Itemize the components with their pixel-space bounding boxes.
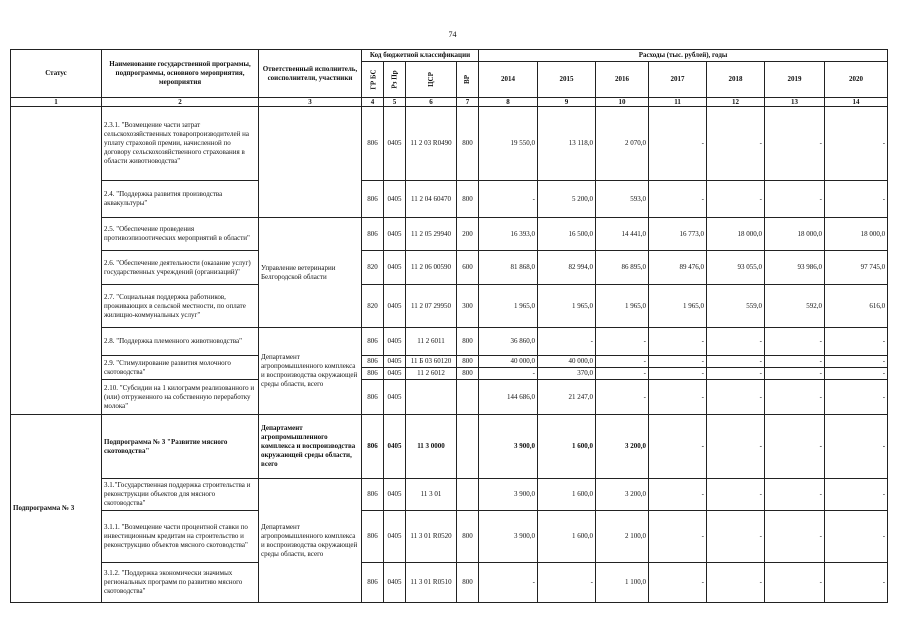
cell-value: - bbox=[649, 415, 707, 479]
cell-csr: 11 2 04 60470 bbox=[406, 181, 457, 218]
cell-csr: 11 2 06 00590 bbox=[406, 251, 457, 285]
cell-value: 40 000,0 bbox=[538, 356, 596, 368]
cell-value: 16 500,0 bbox=[538, 218, 596, 251]
column-number: 14 bbox=[825, 98, 888, 107]
table-row bbox=[11, 380, 888, 415]
cell-value: - bbox=[765, 511, 825, 563]
cell-value: - bbox=[825, 380, 888, 415]
table-row bbox=[11, 285, 888, 328]
cell-value: - bbox=[649, 356, 707, 368]
cell-value: 2 100,0 bbox=[596, 511, 649, 563]
cell-grbs: 806 bbox=[362, 563, 384, 603]
cell-rzpr: 0405 bbox=[384, 415, 406, 479]
cell-rzpr: 0405 bbox=[384, 251, 406, 285]
header-status: Статус bbox=[11, 50, 102, 98]
header-name: Наименование государственной программы, подпрограммы, основного мероприятия, мероприятия bbox=[102, 50, 259, 98]
cell-grbs: 806 bbox=[362, 511, 384, 563]
cell-value: 1 965,0 bbox=[649, 285, 707, 328]
row-name: 2.4. "Поддержка развития производства аквакультуры" bbox=[102, 181, 259, 218]
status-subprogram: Подпрограмма № 3 bbox=[11, 415, 102, 603]
cell-value: 18 000,0 bbox=[765, 218, 825, 251]
column-number: 7 bbox=[457, 98, 479, 107]
status-cell-empty bbox=[11, 107, 102, 415]
cell-rzpr: 0405 bbox=[384, 181, 406, 218]
header-year: 2016 bbox=[596, 62, 649, 98]
row-name: 3.1."Государственная поддержка строительства и реконструкции объектов для мясного скотоводства" bbox=[102, 479, 259, 511]
cell-rzpr: 0405 bbox=[384, 218, 406, 251]
cell-value: - bbox=[765, 356, 825, 368]
cell-rzpr: 0405 bbox=[384, 328, 406, 356]
cell-value: - bbox=[765, 181, 825, 218]
table-row bbox=[11, 356, 888, 368]
cell-value: 1 100,0 bbox=[596, 563, 649, 603]
cell-value: - bbox=[707, 328, 765, 356]
cell-grbs: 806 bbox=[362, 328, 384, 356]
cell-vr: 800 bbox=[457, 356, 479, 368]
cell-value: 3 900,0 bbox=[479, 511, 538, 563]
row-name: 2.5. "Обеспечение проведения противоэпизоотических мероприятий в области" bbox=[102, 218, 259, 251]
cell-value: - bbox=[479, 181, 538, 218]
cell-csr: 11 2 03 R0490 bbox=[406, 107, 457, 181]
cell-grbs: 820 bbox=[362, 285, 384, 328]
cell-value: - bbox=[649, 511, 707, 563]
table-row bbox=[11, 511, 888, 563]
cell-value: - bbox=[825, 356, 888, 368]
cell-value: 5 200,0 bbox=[538, 181, 596, 218]
cell-value: - bbox=[765, 380, 825, 415]
cell-value: 3 200,0 bbox=[596, 415, 649, 479]
header-rzpr: Рз Пр bbox=[384, 62, 406, 98]
cell-value: 370,0 bbox=[538, 368, 596, 380]
cell-value: - bbox=[825, 479, 888, 511]
cell-value: 19 550,0 bbox=[479, 107, 538, 181]
row-name: 2.10. "Субсидии на 1 килограмм реализованного и (или) отгруженного на собственную переработку молока" bbox=[102, 380, 259, 415]
column-numbers-row bbox=[11, 98, 888, 107]
cell-value: - bbox=[479, 563, 538, 603]
header-vr: ВР bbox=[457, 62, 479, 98]
cell-value: - bbox=[596, 380, 649, 415]
cell-value: 559,0 bbox=[707, 285, 765, 328]
cell-vr bbox=[457, 479, 479, 511]
cell-value: 3 900,0 bbox=[479, 479, 538, 511]
cell-csr: 11 3 01 bbox=[406, 479, 457, 511]
cell-value: - bbox=[825, 328, 888, 356]
table-row bbox=[11, 218, 888, 251]
cell-grbs: 806 bbox=[362, 380, 384, 415]
column-number: 1 bbox=[11, 98, 102, 107]
cell-value: 89 476,0 bbox=[649, 251, 707, 285]
header-expenses-group: Расходы (тыс. рублей), годы bbox=[479, 50, 888, 62]
cell-value: - bbox=[825, 511, 888, 563]
cell-value: - bbox=[765, 107, 825, 181]
cell-value: 616,0 bbox=[825, 285, 888, 328]
page-number: 74 bbox=[448, 30, 457, 39]
cell-grbs: 806 bbox=[362, 107, 384, 181]
cell-value: - bbox=[825, 368, 888, 380]
cell-vr: 800 bbox=[457, 511, 479, 563]
cell-vr bbox=[457, 380, 479, 415]
cell-value: - bbox=[765, 563, 825, 603]
cell-value: - bbox=[649, 563, 707, 603]
cell-rzpr: 0405 bbox=[384, 511, 406, 563]
cell-vr: 800 bbox=[457, 107, 479, 181]
header-csr: ЦСР bbox=[406, 62, 457, 98]
cell-csr: 11 2 6012 bbox=[406, 368, 457, 380]
cell-value: - bbox=[707, 356, 765, 368]
cell-value: 2 070,0 bbox=[596, 107, 649, 181]
cell-value: 1 965,0 bbox=[596, 285, 649, 328]
cell-value: 18 000,0 bbox=[825, 218, 888, 251]
column-number: 2 bbox=[102, 98, 259, 107]
cell-value: - bbox=[707, 181, 765, 218]
cell-value: 93 055,0 bbox=[707, 251, 765, 285]
row-name: 2.9. "Стимулирование развития молочного скотоводства" bbox=[102, 356, 259, 380]
cell-value: - bbox=[765, 479, 825, 511]
cell-csr: 11 Б 03 60120 bbox=[406, 356, 457, 368]
column-number: 12 bbox=[707, 98, 765, 107]
budget-table bbox=[10, 49, 888, 603]
cell-value: 1 600,0 bbox=[538, 415, 596, 479]
cell-value: - bbox=[479, 368, 538, 380]
cell-rzpr: 0405 bbox=[384, 285, 406, 328]
cell-value: - bbox=[825, 563, 888, 603]
cell-rzpr: 0405 bbox=[384, 107, 406, 181]
header-year: 2018 bbox=[707, 62, 765, 98]
cell-value: - bbox=[707, 511, 765, 563]
cell-value: 593,0 bbox=[596, 181, 649, 218]
cell-grbs: 806 bbox=[362, 368, 384, 380]
cell-value: - bbox=[596, 368, 649, 380]
cell-value: - bbox=[649, 181, 707, 218]
header-responsible: Ответственный исполнитель, соисполнители, участники bbox=[259, 50, 362, 98]
cell-value: 1 965,0 bbox=[538, 285, 596, 328]
table-row bbox=[11, 181, 888, 218]
header-year: 2015 bbox=[538, 62, 596, 98]
cell-value: 13 118,0 bbox=[538, 107, 596, 181]
cell-csr: 11 2 6011 bbox=[406, 328, 457, 356]
cell-value: 3 900,0 bbox=[479, 415, 538, 479]
cell-value: - bbox=[649, 328, 707, 356]
cell-value: 21 247,0 bbox=[538, 380, 596, 415]
cell-value: - bbox=[825, 415, 888, 479]
cell-value: - bbox=[765, 368, 825, 380]
header-grbs: ГР БС bbox=[362, 62, 384, 98]
cell-value: 16 773,0 bbox=[649, 218, 707, 251]
cell-value: - bbox=[707, 563, 765, 603]
row-name: 2.8. "Поддержка племенного животноводства" bbox=[102, 328, 259, 356]
cell-value: 16 393,0 bbox=[479, 218, 538, 251]
cell-value: - bbox=[765, 415, 825, 479]
column-number: 6 bbox=[406, 98, 457, 107]
cell-value: - bbox=[649, 368, 707, 380]
header-year: 2017 bbox=[649, 62, 707, 98]
column-number: 13 bbox=[765, 98, 825, 107]
table-row bbox=[11, 107, 888, 181]
responsible-dept: Департамент агропромышленного комплекса и воспроизводства окружающей среды области, всего bbox=[259, 328, 362, 415]
cell-value: 97 745,0 bbox=[825, 251, 888, 285]
cell-vr bbox=[457, 415, 479, 479]
cell-vr: 800 bbox=[457, 328, 479, 356]
cell-vr: 800 bbox=[457, 181, 479, 218]
cell-rzpr: 0405 bbox=[384, 380, 406, 415]
cell-value: - bbox=[707, 107, 765, 181]
cell-value: 40 000,0 bbox=[479, 356, 538, 368]
cell-vr: 600 bbox=[457, 251, 479, 285]
row-name: 2.6. "Обеспечение деятельности (оказание услуг) государственных учреждений (организаций)" bbox=[102, 251, 259, 285]
cell-grbs: 806 bbox=[362, 218, 384, 251]
cell-csr: 11 2 05 29940 bbox=[406, 218, 457, 251]
cell-value: - bbox=[596, 356, 649, 368]
cell-value: - bbox=[707, 415, 765, 479]
cell-value: 82 994,0 bbox=[538, 251, 596, 285]
cell-value: - bbox=[825, 107, 888, 181]
row-name: 2.3.1. "Возмещение части затрат сельскохозяйственных товаропроизводителей на уплату страховой премии, начисленной по договору сельскохозяйственного страхования в области животноводства" bbox=[102, 107, 259, 181]
cell-value: 1 965,0 bbox=[479, 285, 538, 328]
cell-value: - bbox=[538, 328, 596, 356]
responsible-subprogram: Департамент агропромышленного комплекса и воспроизводства окружающей среды области, всего bbox=[259, 415, 362, 479]
cell-grbs: 806 bbox=[362, 415, 384, 479]
cell-value: 93 986,0 bbox=[765, 251, 825, 285]
cell-csr bbox=[406, 380, 457, 415]
cell-value: 3 200,0 bbox=[596, 479, 649, 511]
subprogram-row bbox=[11, 415, 888, 479]
cell-value: - bbox=[596, 328, 649, 356]
table-row bbox=[11, 251, 888, 285]
column-number: 8 bbox=[479, 98, 538, 107]
column-number: 9 bbox=[538, 98, 596, 107]
cell-value: 592,0 bbox=[765, 285, 825, 328]
cell-value: 36 860,0 bbox=[479, 328, 538, 356]
cell-value: 1 600,0 bbox=[538, 511, 596, 563]
cell-rzpr: 0405 bbox=[384, 479, 406, 511]
cell-grbs: 806 bbox=[362, 181, 384, 218]
cell-vr: 300 bbox=[457, 285, 479, 328]
column-number: 11 bbox=[649, 98, 707, 107]
header-year: 2020 bbox=[825, 62, 888, 98]
cell-csr: 11 3 0000 bbox=[406, 415, 457, 479]
cell-value: - bbox=[707, 380, 765, 415]
cell-csr: 11 3 01 R0510 bbox=[406, 563, 457, 603]
cell-value: - bbox=[707, 479, 765, 511]
cell-grbs: 806 bbox=[362, 356, 384, 368]
column-number: 3 bbox=[259, 98, 362, 107]
cell-value: - bbox=[538, 563, 596, 603]
cell-grbs: 806 bbox=[362, 479, 384, 511]
responsible-vet: Управление ветеринарии Белгородской области bbox=[259, 218, 362, 328]
column-number: 5 bbox=[384, 98, 406, 107]
cell-value: 81 868,0 bbox=[479, 251, 538, 285]
cell-rzpr: 0405 bbox=[384, 368, 406, 380]
header-year: 2014 bbox=[479, 62, 538, 98]
responsible-dept-2: Департамент агропромышленного комплекса и воспроизводства окружающей среды области, всего bbox=[259, 479, 362, 603]
header-code-group: Код бюджетной классификации bbox=[362, 50, 479, 62]
cell-csr: 11 3 01 R0520 bbox=[406, 511, 457, 563]
cell-value: - bbox=[649, 107, 707, 181]
cell-value: 1 600,0 bbox=[538, 479, 596, 511]
responsible-cell-empty bbox=[259, 107, 362, 218]
table-row bbox=[11, 479, 888, 511]
cell-rzpr: 0405 bbox=[384, 356, 406, 368]
cell-value: 14 441,0 bbox=[596, 218, 649, 251]
table-row bbox=[11, 328, 888, 356]
column-number: 4 bbox=[362, 98, 384, 107]
cell-value: 144 686,0 bbox=[479, 380, 538, 415]
column-number: 10 bbox=[596, 98, 649, 107]
cell-value: 86 895,0 bbox=[596, 251, 649, 285]
cell-value: - bbox=[707, 368, 765, 380]
table-row bbox=[11, 563, 888, 603]
cell-value: 18 000,0 bbox=[707, 218, 765, 251]
row-name: 3.1.1. "Возмещение части процентной ставки по инвестиционным кредитам на строительство и реконструкцию объектов мясного скотоводства" bbox=[102, 511, 259, 563]
cell-grbs: 820 bbox=[362, 251, 384, 285]
cell-value: - bbox=[649, 479, 707, 511]
row-name: 3.1.2. "Поддержка экономически значимых региональных программ по развитию мясного скотоводства" bbox=[102, 563, 259, 603]
cell-vr: 800 bbox=[457, 563, 479, 603]
cell-value: - bbox=[649, 380, 707, 415]
header-year: 2019 bbox=[765, 62, 825, 98]
row-name: Подпрограмма № 3 "Развитие мясного скотоводства" bbox=[102, 415, 259, 479]
cell-vr: 200 bbox=[457, 218, 479, 251]
cell-vr: 800 bbox=[457, 368, 479, 380]
cell-rzpr: 0405 bbox=[384, 563, 406, 603]
cell-value: - bbox=[825, 181, 888, 218]
row-name: 2.7. "Социальная поддержка работников, проживающих в сельской местности, по оплате жилищно-коммунальных услуг" bbox=[102, 285, 259, 328]
cell-csr: 11 2 07 29950 bbox=[406, 285, 457, 328]
cell-value: - bbox=[765, 328, 825, 356]
